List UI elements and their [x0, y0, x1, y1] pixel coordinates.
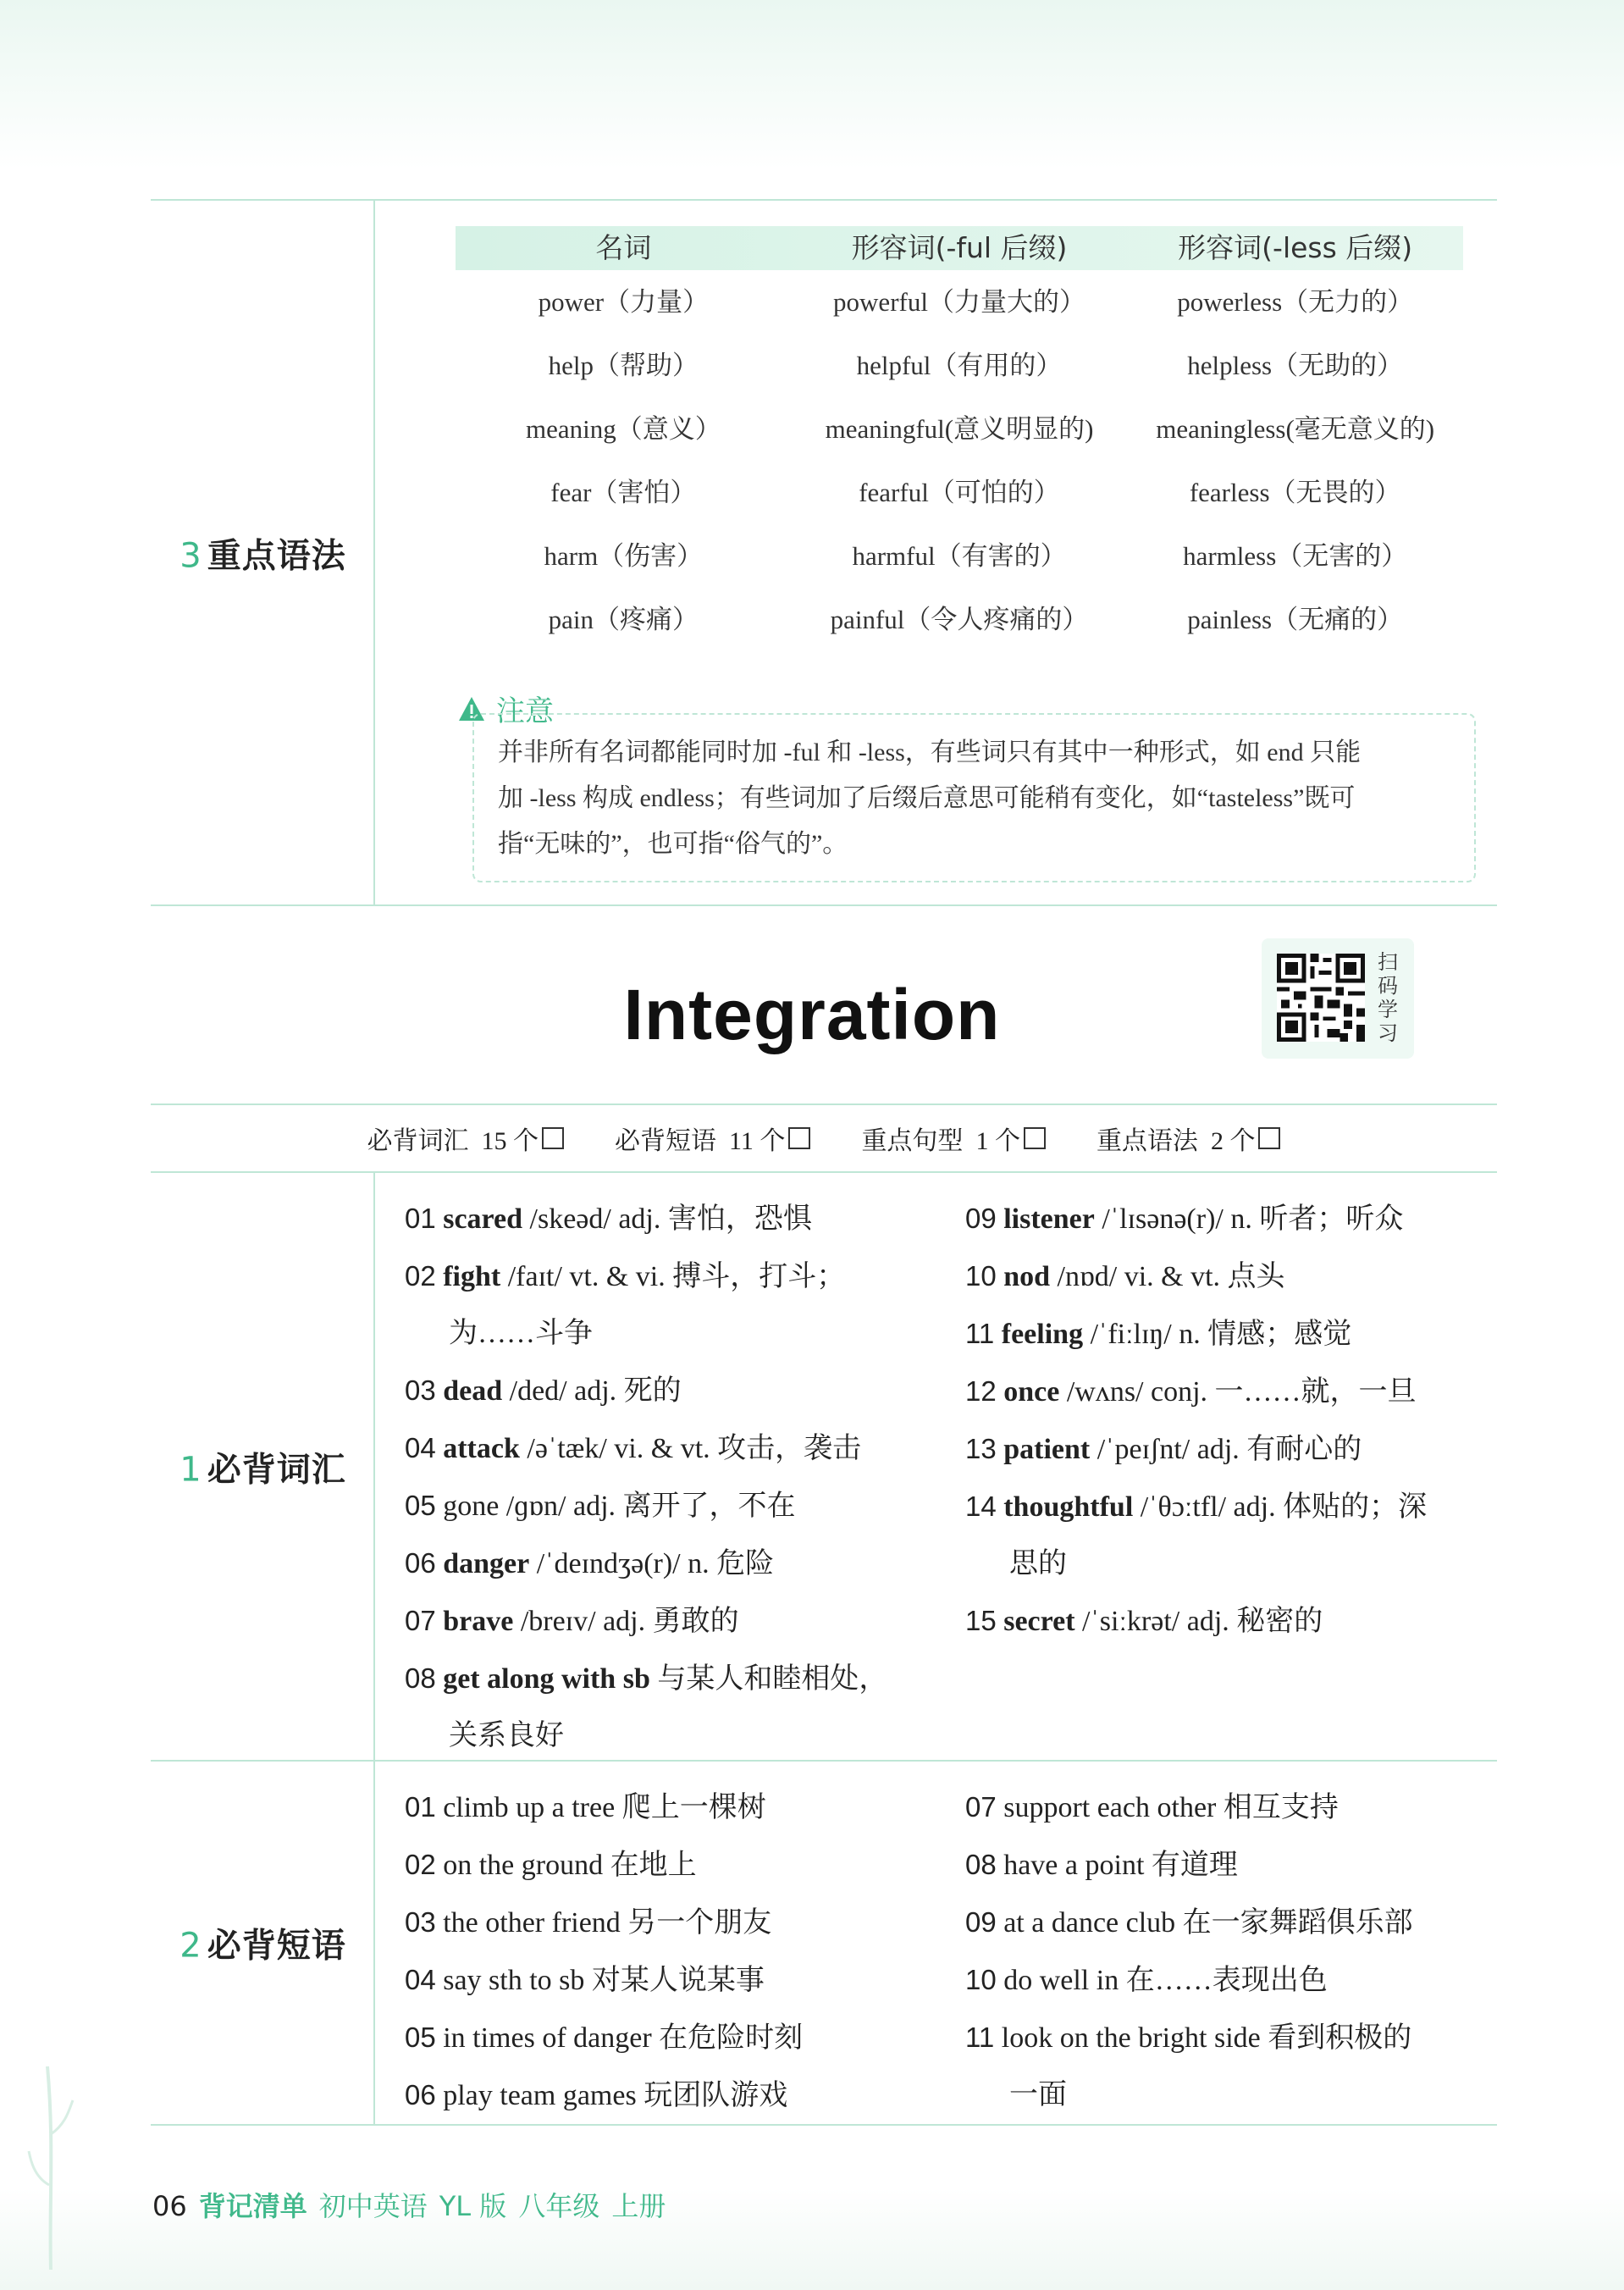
phrase-text: say sth to sb 对某人说某事 [443, 1965, 765, 1996]
stat-count: 2 个 [1210, 1127, 1256, 1155]
entry-number: 02 [405, 1260, 436, 1292]
entry-number: 11 [965, 1318, 995, 1349]
phrase-list-left [405, 1778, 947, 2124]
vocab-section-label [151, 1173, 375, 1760]
phrase-entry [965, 1778, 1499, 1836]
plant-decoration-icon [25, 2016, 76, 2270]
table-cell: helpful（有用的） [856, 351, 1063, 380]
qr-label [1375, 950, 1400, 1045]
entry-number: 11 [965, 2022, 995, 2053]
book-grade: 八年级 [518, 2190, 600, 2222]
qr-label-char: 学 [1378, 998, 1398, 1021]
table-cell: harmful（有害的） [852, 541, 1067, 571]
entry-number: 12 [965, 1375, 997, 1407]
section-number: 3 [180, 536, 202, 575]
vocab-entry [405, 1477, 947, 1535]
vocab-word: feeling [1001, 1319, 1084, 1350]
phrase-list-right [965, 1778, 1499, 2123]
stat-grammar [1096, 1120, 1281, 1157]
table-row [456, 270, 1463, 334]
entry-number: 04 [405, 1432, 436, 1463]
qr-label-char: 习 [1378, 1021, 1398, 1045]
phrase-entry [965, 2009, 1499, 2123]
entry-number: 10 [965, 1964, 997, 1995]
phrase-text: support each other 相互支持 [1003, 1792, 1339, 1823]
vocab-word: listener [1003, 1203, 1095, 1235]
vocab-word: get along with sb [443, 1663, 650, 1695]
table-cell: fearless（无畏的） [1189, 478, 1401, 507]
vocab-word: fight [443, 1261, 501, 1292]
table-cell: pain（疼痛） [548, 605, 699, 634]
table-cell: power（力量） [538, 287, 710, 317]
entry-number: 09 [965, 1203, 997, 1234]
table-cell: fearful（可怕的） [859, 478, 1060, 507]
section-number: 2 [180, 1926, 202, 1966]
table-cell: meaningful(意义明显的) [825, 414, 1094, 444]
vocab-entry [405, 1362, 947, 1419]
phrase-entry [405, 1951, 947, 2009]
table-row [456, 334, 1463, 397]
entry-number: 01 [405, 1203, 436, 1234]
vocab-list-left [405, 1190, 947, 1764]
stat-count: 1 个 [975, 1127, 1020, 1155]
qr-code-box[interactable] [1262, 938, 1414, 1059]
table-row [456, 588, 1463, 651]
unit-title: Integration [623, 975, 1001, 1054]
vocab-definition: /ˈsiːkrət/ adj. 秘密的 [1074, 1606, 1323, 1637]
entry-number: 06 [405, 1547, 436, 1579]
table-row [456, 461, 1463, 524]
book-subject: 初中英语 [318, 2190, 428, 2222]
vocab-definition: 与某人和睦相处， [649, 1663, 888, 1695]
vocab-word: thoughtful [1003, 1491, 1134, 1523]
entry-number: 08 [965, 1849, 997, 1880]
vocab-definition: /ˈdeɪndʒə(r)/ n. 危险 [529, 1548, 775, 1579]
vocab-definition: /wʌns/ conj. 一……就，一旦 [1059, 1376, 1417, 1408]
table-row [456, 397, 1463, 461]
vocab-entry [965, 1247, 1499, 1305]
vocab-word: patient [1003, 1434, 1091, 1465]
table-cell: painful（令人疼痛的） [830, 605, 1089, 634]
vocab-word: secret [1003, 1606, 1075, 1637]
phrase-text: in times of danger 在危险时刻 [443, 2022, 804, 2054]
checkbox[interactable] [542, 1127, 564, 1149]
vocab-entry [965, 1592, 1499, 1650]
phrase-entry [965, 1951, 1499, 2009]
page-number: 06 [152, 2190, 187, 2222]
stat-count: 11 个 [729, 1127, 786, 1155]
phrase-text: play team games 玩团队游戏 [443, 2080, 788, 2111]
stat-vocab [367, 1120, 565, 1157]
vocab-definition: /ˈθɔːtfl/ adj. 体贴的；深 [1133, 1491, 1428, 1523]
vocab-word: nod [1003, 1261, 1051, 1292]
stat-label: 必背词汇 [367, 1127, 469, 1155]
entry-number: 08 [405, 1662, 436, 1694]
table-cell: powerful（力量大的） [833, 287, 1085, 317]
entry-number: 05 [405, 1490, 436, 1521]
qr-label-char: 扫 [1378, 950, 1398, 974]
vocab-list-right [965, 1190, 1499, 1650]
vocab-definition: /ˈfiːlɪŋ/ n. 情感；感觉 [1083, 1319, 1352, 1350]
stat-label: 必背短语 [615, 1127, 717, 1155]
stat-label: 重点语法 [1096, 1127, 1198, 1155]
qr-code-icon[interactable] [1277, 954, 1365, 1042]
entry-number: 14 [965, 1491, 997, 1522]
vocab-entry [405, 1650, 947, 1764]
grammar-section-label [151, 201, 375, 904]
table-cell: fear（害怕） [550, 478, 697, 507]
vocab-entry [965, 1363, 1499, 1420]
vocab-entry [405, 1247, 947, 1362]
phrase-entry [405, 2009, 947, 2066]
stat-label: 重点句型 [861, 1127, 964, 1155]
vocab-definition: /ˈpeɪʃnt/ adj. 有耐心的 [1090, 1434, 1362, 1465]
table-cell: helpless（无助的） [1187, 351, 1404, 380]
vocab-definition: /skeəd/ adj. 害怕，恐惧 [522, 1203, 812, 1235]
vocab-definition-continued: 思的 [1009, 1548, 1067, 1579]
checkbox[interactable] [1258, 1127, 1280, 1149]
stat-phrases [615, 1120, 810, 1157]
phrase-entry [405, 1894, 947, 1951]
suffix-table [456, 226, 1463, 651]
entry-number: 09 [965, 1906, 997, 1938]
vocab-entry [965, 1190, 1499, 1247]
vocab-definition: /ded/ adj. 死的 [502, 1375, 682, 1407]
grammar-section [151, 199, 1497, 906]
page-footer [152, 2185, 666, 2224]
entry-number: 02 [405, 1849, 436, 1880]
entry-number: 10 [965, 1260, 997, 1292]
vocab-word: dead [443, 1375, 503, 1407]
vocab-section [151, 1173, 1497, 1762]
section-number: 1 [180, 1450, 202, 1489]
vocab-entry [405, 1535, 947, 1592]
table-cell: harm（伤害） [544, 541, 704, 571]
table-cell: help（帮助） [548, 351, 699, 380]
vocab-definition-continued: 关系良好 [449, 1720, 564, 1751]
stat-sentences [861, 1120, 1046, 1157]
vocab-entry [965, 1478, 1499, 1592]
entry-number: 07 [965, 1791, 997, 1823]
section-title: 必背词汇 [207, 1450, 346, 1489]
phrase-entry [405, 2066, 947, 2124]
entry-number: 05 [405, 2022, 436, 2053]
phrase-entry [405, 1778, 947, 1836]
phrase-entry [405, 1836, 947, 1894]
header-cell: 形容词(-ful 后缀) [851, 231, 1068, 264]
vocab-word: attack [443, 1433, 520, 1464]
vocab-entry [405, 1190, 947, 1247]
table-cell: meaningless(毫无意义的) [1156, 414, 1435, 444]
note-line: 加 -less 构成 endless；有些词加了后缀后意思可能稍有变化，如“tasteless”既可 [498, 784, 1356, 812]
table-header [456, 226, 1463, 270]
table-cell: harmless（无害的） [1183, 541, 1408, 571]
entry-number: 06 [405, 2079, 436, 2110]
phrase-text: at a dance club 在一家舞蹈俱乐部 [1003, 1907, 1413, 1939]
vocab-entry [405, 1419, 947, 1477]
phrase-entry [965, 1894, 1499, 1951]
phrase-entry [965, 1836, 1499, 1894]
table-cell: painless（无痛的） [1187, 605, 1404, 634]
phrase-text: the other friend 另一个朋友 [443, 1907, 772, 1939]
vocab-definition-continued: 为……斗争 [449, 1318, 593, 1349]
section-title: 重点语法 [207, 536, 346, 575]
entry-number: 03 [405, 1375, 436, 1406]
book-edition: YL 版 [439, 2190, 507, 2222]
vocab-definition: /faɪt/ vt. & vi. 搏斗，打斗； [500, 1261, 846, 1292]
vocab-entry [965, 1420, 1499, 1478]
page-background-top [0, 0, 1624, 169]
entry-number: 03 [405, 1906, 436, 1938]
header-cell: 名词 [595, 231, 652, 264]
vocab-entry [965, 1305, 1499, 1363]
entry-number: 07 [405, 1605, 436, 1636]
note-title: 注意 [496, 694, 554, 728]
entry-number: 13 [965, 1433, 997, 1464]
vocab-word: scared [443, 1203, 523, 1235]
table-cell: meaning（意义） [525, 414, 721, 444]
entry-number: 04 [405, 1964, 436, 1995]
book-volume: 上册 [611, 2190, 666, 2222]
phrases-section-label [151, 1762, 375, 2124]
phrase-text: look on the bright side 看到积极的 [1001, 2022, 1412, 2054]
vocab-definition: gone /ɡɒn/ adj. 离开了，不在 [443, 1491, 796, 1522]
book-brand: 背记清单 [198, 2190, 307, 2222]
vocab-definition: /ˈlɪsənə(r)/ n. 听者；听众 [1094, 1203, 1404, 1235]
table-cell: powerless（无力的） [1177, 287, 1414, 317]
note-line: 并非所有名词都能同时加 -ful 和 -less，有些词只有其中一种形式，如 end 只能 [498, 738, 1362, 766]
vocab-word: brave [443, 1606, 514, 1637]
vocab-word: once [1003, 1376, 1060, 1408]
table-row [456, 524, 1463, 588]
note-box [472, 713, 1476, 882]
phrase-text: do well in 在……表现出色 [1003, 1965, 1328, 1996]
vocab-definition: /əˈtæk/ vi. & vt. 攻击，袭击 [519, 1433, 862, 1464]
phrase-text: climb up a tree 爬上一棵树 [443, 1792, 766, 1823]
stats-bar [151, 1104, 1497, 1173]
note-line: 指“无味的”，也可指“俗气的”。 [498, 830, 848, 858]
vocab-definition: /nɒd/ vi. & vt. 点头 [1050, 1261, 1285, 1292]
checkbox[interactable] [1024, 1127, 1046, 1149]
header-cell: 形容词(-less 后缀) [1178, 231, 1413, 264]
phrase-text: have a point 有道理 [1003, 1850, 1238, 1881]
phrases-section [151, 1762, 1497, 2126]
vocab-word: danger [443, 1548, 530, 1579]
entry-number: 15 [965, 1605, 997, 1636]
vocab-entry [405, 1592, 947, 1650]
qr-label-char: 码 [1378, 974, 1398, 998]
section-title: 必背短语 [207, 1926, 346, 1966]
stat-count: 15 个 [481, 1127, 539, 1155]
phrase-text-continued: 一面 [1009, 2079, 1067, 2110]
vocab-definition: /breɪv/ adj. 勇敢的 [513, 1606, 739, 1637]
entry-number: 01 [405, 1791, 436, 1823]
phrase-text: on the ground 在地上 [443, 1850, 697, 1881]
checkbox[interactable] [788, 1127, 810, 1149]
